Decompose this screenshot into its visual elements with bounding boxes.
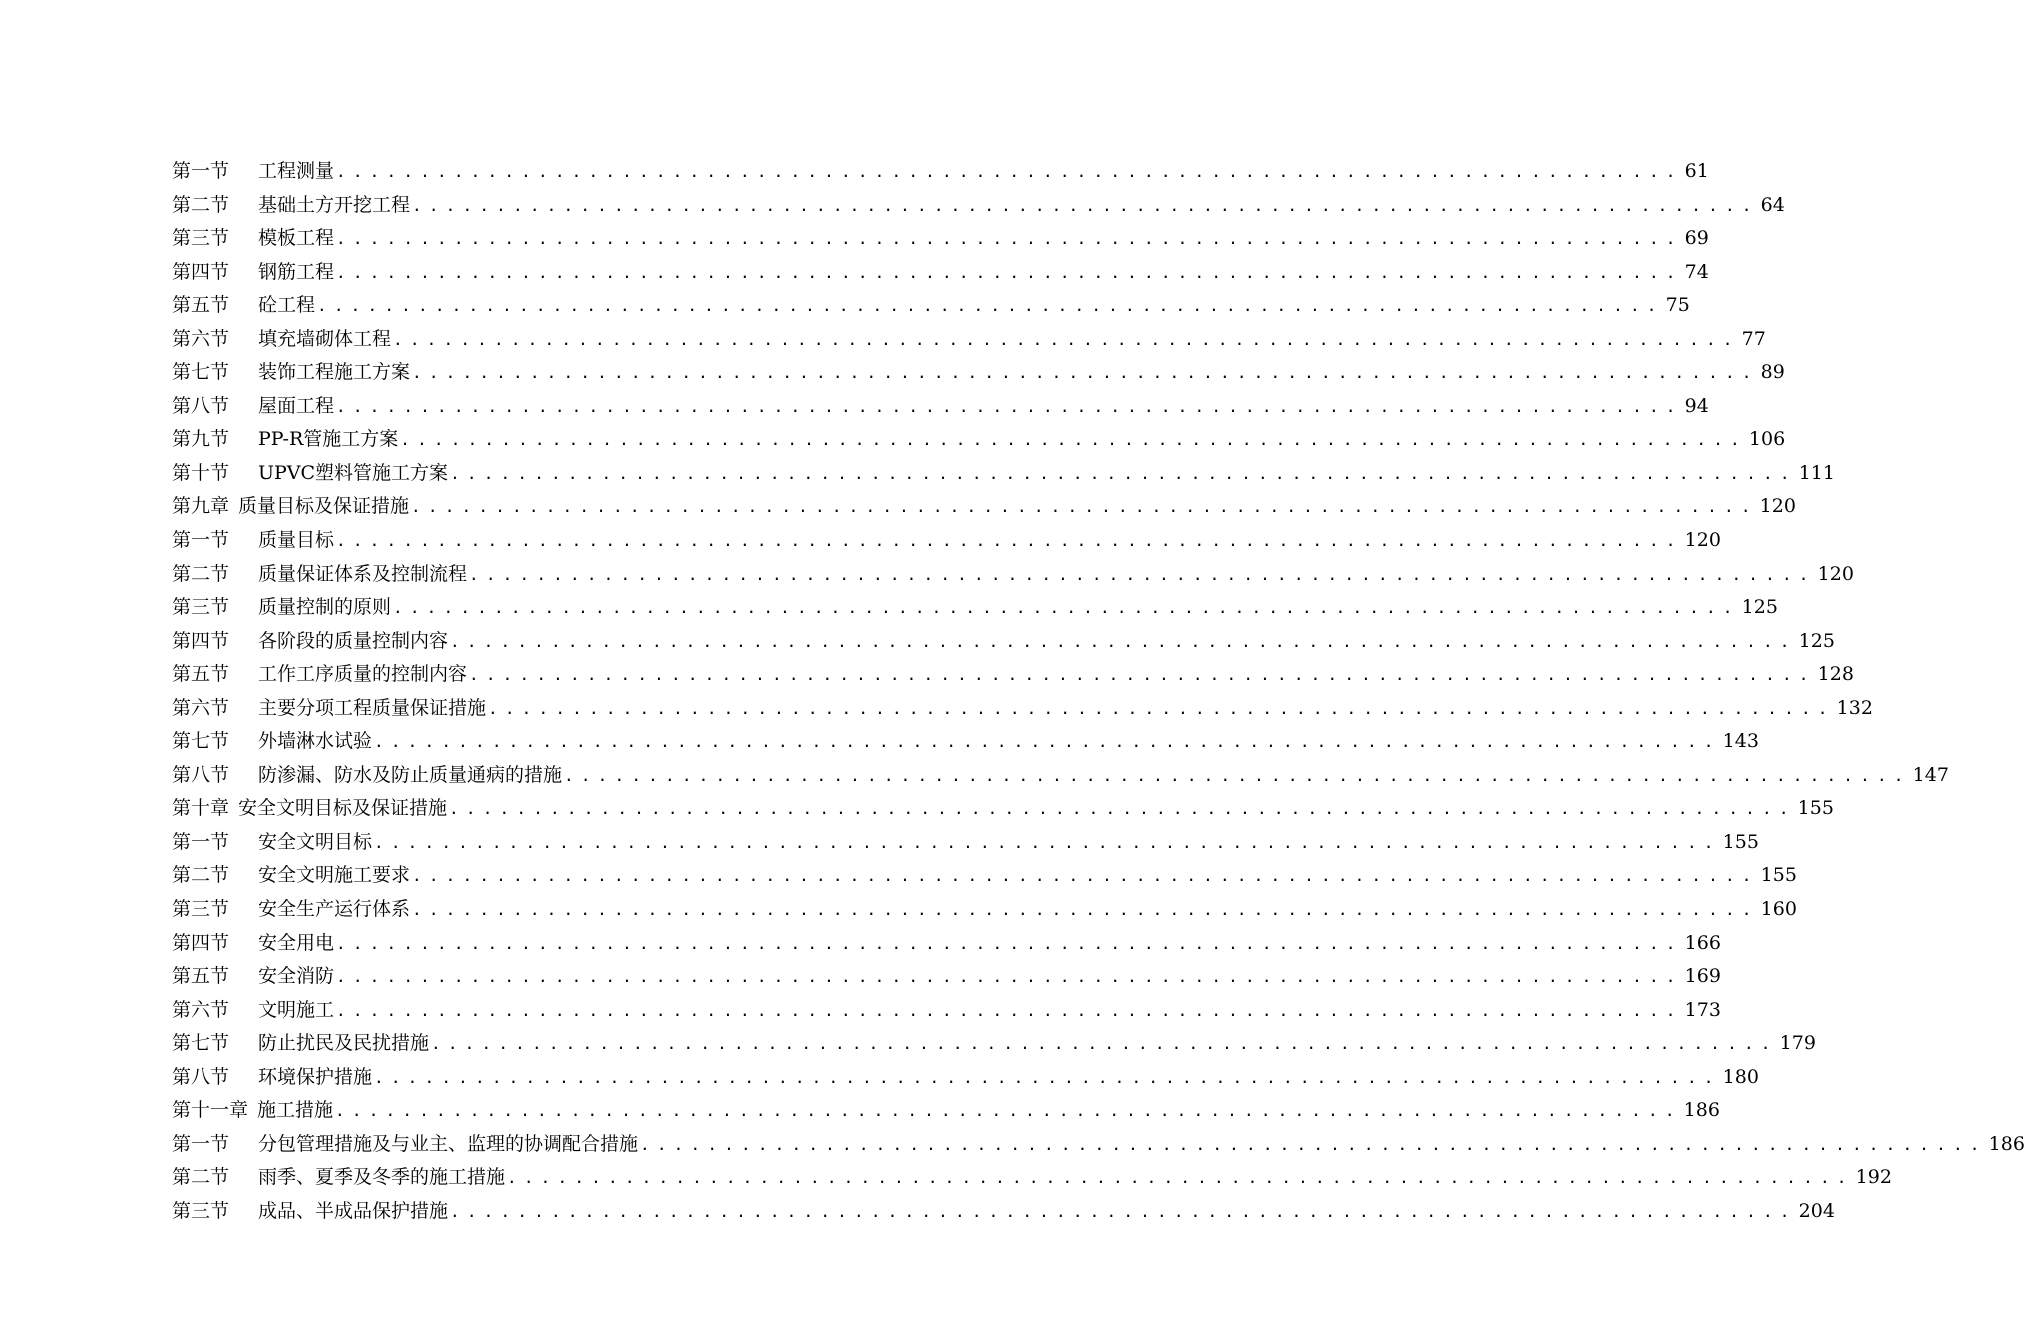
toc-entry-label: 第六节 — [172, 696, 230, 719]
toc-entry-label: 第一节 — [172, 529, 230, 552]
toc-entry-title: 雨季、夏季及冬季的施工措施 — [258, 1166, 506, 1189]
toc-entry-label: 第七节 — [172, 361, 230, 384]
toc-dot-leader: ................................................................................ — [336, 531, 1683, 551]
toc-section-entry[interactable] — [172, 625, 1835, 659]
toc-entry-title: 质量保证体系及控制流程 — [258, 562, 468, 585]
toc-entry-title: 安全消防 — [258, 965, 335, 988]
toc-entry-title: 安全用电 — [258, 931, 335, 954]
toc-section-entry[interactable] — [172, 658, 1854, 692]
toc-entry-title: 安全文明施工要求 — [258, 864, 411, 887]
toc-page-number: 179 — [1779, 1032, 1816, 1055]
toc-section-entry[interactable] — [172, 960, 1721, 994]
toc-page-number: 155 — [1760, 864, 1797, 887]
toc-section-entry[interactable] — [172, 1128, 2025, 1162]
toc-dot-leader: ................................................................................ — [412, 363, 1759, 383]
toc-entry-title: 质量控制的原则 — [258, 596, 392, 619]
toc-dot-leader: ................................................................................ — [431, 1034, 1778, 1054]
toc-section-entry[interactable] — [172, 859, 1797, 893]
toc-section-entry[interactable] — [172, 1061, 1759, 1095]
toc-section-entry[interactable] — [172, 356, 1785, 390]
toc-dot-leader: ................................................................................ — [336, 1000, 1683, 1020]
toc-entry-label: 第五节 — [172, 663, 230, 686]
toc-dot-leader: ................................................................................ — [374, 832, 1721, 852]
toc-entry-label: 第七节 — [172, 1032, 230, 1055]
toc-section-entry[interactable] — [172, 1027, 1816, 1061]
toc-entry-title: 环境保护措施 — [258, 1065, 373, 1088]
toc-entry-label: 第二节 — [172, 864, 230, 887]
toc-entry-title: 外墙淋水试验 — [258, 730, 373, 753]
toc-page-number: 125 — [1798, 629, 1835, 652]
toc-page-number: 120 — [1684, 529, 1721, 552]
toc-dot-leader: ................................................................................ — [412, 195, 1759, 215]
toc-page-number: 173 — [1684, 998, 1721, 1021]
toc-page-number: 204 — [1798, 1199, 1835, 1222]
toc-section-entry[interactable] — [172, 222, 1709, 256]
toc-page-number: 61 — [1684, 160, 1709, 182]
toc-entry-title: 基础土方开挖工程 — [258, 193, 411, 216]
toc-page-number: 132 — [1836, 696, 1873, 719]
toc-page-number: 169 — [1684, 965, 1721, 988]
toc-entry-label: 第九节 — [172, 428, 230, 451]
toc-page-number: 160 — [1760, 898, 1797, 921]
toc-dot-leader: ................................................................................ — [469, 564, 1816, 584]
toc-section-entry[interactable] — [172, 725, 1759, 759]
toc-page-number: 74 — [1684, 260, 1709, 283]
toc-entry-label: 第四节 — [172, 931, 230, 954]
toc-page-number: 69 — [1684, 227, 1709, 250]
toc-entry-title: 成品、半成品保护措施 — [258, 1199, 449, 1222]
toc-dot-leader: ................................................................................ — [507, 1168, 1854, 1188]
toc-chapter-entry[interactable] — [172, 792, 1834, 826]
toc-section-entry[interactable] — [172, 826, 1759, 860]
toc-dot-leader: ................................................................................ — [411, 497, 1758, 517]
toc-section-entry[interactable] — [172, 256, 1709, 290]
toc-entry-title: 填充墙砌体工程 — [258, 327, 392, 350]
toc-entry-label: 第三节 — [172, 898, 230, 921]
toc-page-number: 155 — [1797, 797, 1834, 820]
toc-entry-title: 质量目标 — [258, 529, 335, 552]
toc-dot-leader: ................................................................................ — [449, 799, 1796, 819]
toc-dot-leader: ................................................................................ — [640, 1134, 1987, 1154]
toc-dot-leader: ................................................................................ — [393, 598, 1740, 618]
toc-entry-title: 各阶段的质量控制内容 — [258, 629, 449, 652]
toc-page-number: 125 — [1741, 596, 1778, 619]
toc-page-number: 186 — [1683, 1099, 1720, 1122]
toc-entry-title: 分包管理措施及与业主、监理的协调配合措施 — [258, 1132, 639, 1155]
toc-entry-label: 第八节 — [172, 394, 230, 417]
toc-section-entry[interactable] — [172, 927, 1721, 961]
toc-entry-title: 施工措施 — [257, 1099, 334, 1122]
toc-section-entry[interactable] — [172, 155, 1709, 189]
toc-page-number: 64 — [1760, 193, 1785, 216]
toc-entry-label: 第三节 — [172, 596, 230, 619]
toc-chapter-entry[interactable] — [172, 490, 1796, 524]
toc-chapter-entry[interactable] — [172, 1094, 1720, 1128]
toc-dot-leader: ................................................................................ — [336, 262, 1683, 282]
toc-section-entry[interactable] — [172, 423, 1786, 457]
toc-entry-title: 安全文明目标及保证措施 — [238, 797, 448, 820]
toc-section-entry[interactable] — [172, 1161, 1892, 1195]
toc-page-number: 155 — [1722, 830, 1759, 853]
toc-section-entry[interactable] — [172, 1195, 1835, 1229]
toc-dot-leader: ................................................................................ — [374, 1067, 1721, 1087]
toc-dot-leader: ................................................................................ — [317, 296, 1664, 316]
toc-entry-label: 第五节 — [172, 965, 230, 988]
toc-section-entry[interactable] — [172, 893, 1797, 927]
toc-dot-leader: ................................................................................ — [564, 765, 1911, 785]
toc-entry-title: 质量目标及保证措施 — [238, 495, 410, 518]
toc-entry-label: 第三节 — [172, 227, 230, 250]
toc-entry-title: PP-R管施工方案 — [258, 428, 399, 451]
toc-page-number: 166 — [1684, 931, 1721, 954]
toc-section-entry[interactable] — [172, 189, 1785, 223]
toc-entry-label: 第二节 — [172, 193, 230, 216]
toc-section-entry[interactable] — [172, 558, 1854, 592]
toc-entry-label: 第八节 — [172, 763, 230, 786]
toc-entry-title: 模板工程 — [258, 227, 335, 250]
toc-dot-leader: ................................................................................ — [336, 967, 1683, 987]
toc-dot-leader: ................................................................................ — [336, 933, 1683, 953]
toc-page-number: 77 — [1741, 327, 1766, 350]
toc-section-entry[interactable] — [172, 390, 1709, 424]
toc-entry-label: 第七节 — [172, 730, 230, 753]
toc-entry-title: 工程测量 — [258, 160, 335, 182]
toc-entry-label: 第三节 — [172, 1199, 230, 1222]
toc-entry-label: 第十章 — [172, 797, 230, 820]
toc-page-number: 192 — [1855, 1166, 1892, 1189]
toc-section-entry[interactable] — [172, 457, 1835, 491]
toc-dot-leader: ................................................................................ — [400, 430, 1747, 450]
toc-section-entry[interactable] — [172, 524, 1721, 558]
toc-dot-leader: ................................................................................ — [336, 162, 1683, 181]
toc-dot-leader: ................................................................................ — [450, 463, 1797, 483]
toc-entry-title: 砼工程 — [258, 294, 316, 317]
toc-entry-label: 第二节 — [172, 1166, 230, 1189]
toc-page-number: 120 — [1817, 562, 1854, 585]
toc-page-number: 94 — [1684, 394, 1709, 417]
toc-entry-label: 第十节 — [172, 461, 230, 484]
toc-entry-title: 工作工序质量的控制内容 — [258, 663, 468, 686]
toc-entry-label: 第四节 — [172, 260, 230, 283]
toc-dot-leader: ................................................................................ — [393, 329, 1740, 349]
toc-entry-label: 第六节 — [172, 327, 230, 350]
toc-entry-title: 防渗漏、防水及防止质量通病的措施 — [258, 763, 563, 786]
toc-dot-leader: ................................................................................ — [450, 631, 1797, 651]
toc-section-entry[interactable] — [172, 289, 1690, 323]
toc-dot-leader: ................................................................................ — [450, 1201, 1797, 1221]
toc-entry-title: 文明施工 — [258, 998, 335, 1021]
toc-entry-label: 第一节 — [172, 1132, 230, 1155]
toc-entry-title: 钢筋工程 — [258, 260, 335, 283]
toc-section-entry[interactable] — [172, 591, 1778, 625]
toc-page-number: 147 — [1912, 763, 1949, 786]
toc-page-number: 120 — [1759, 495, 1796, 518]
toc-dot-leader: ................................................................................ — [335, 1101, 1682, 1121]
toc-page-number: 89 — [1760, 361, 1785, 384]
toc-entry-label: 第一节 — [172, 160, 230, 182]
toc-entry-label: 第一节 — [172, 830, 230, 853]
toc-section-entry[interactable] — [172, 759, 1949, 793]
toc-page-number: 106 — [1748, 428, 1786, 451]
toc-page-number: 186 — [1988, 1132, 2025, 1155]
toc-entry-label: 第六节 — [172, 998, 230, 1021]
toc-dot-leader: ................................................................................ — [412, 900, 1759, 920]
toc-entry-title: UPVC塑料管施工方案 — [258, 461, 449, 484]
toc-entry-title: 安全生产运行体系 — [258, 898, 411, 921]
toc-page-number: 75 — [1665, 294, 1690, 317]
toc-dot-leader: ................................................................................ — [336, 229, 1683, 249]
toc-section-entry[interactable] — [172, 692, 1873, 726]
toc-page-number: 180 — [1722, 1065, 1759, 1088]
toc-page-number: 143 — [1722, 730, 1759, 753]
toc-page-number: 111 — [1798, 461, 1835, 484]
toc-dot-leader: ................................................................................ — [412, 866, 1759, 886]
toc-entry-title: 主要分项工程质量保证措施 — [258, 696, 487, 719]
toc-dot-leader: ................................................................................ — [336, 396, 1683, 416]
toc-entry-label: 第四节 — [172, 629, 230, 652]
toc-page-number: 128 — [1817, 663, 1854, 686]
toc-entry-title: 安全文明目标 — [258, 830, 373, 853]
toc-entry-label: 第五节 — [172, 294, 230, 317]
toc-section-entry[interactable] — [172, 323, 1766, 357]
toc-entry-label: 第九章 — [172, 495, 230, 518]
table-of-contents — [172, 155, 2025, 1229]
toc-dot-leader: ................................................................................ — [374, 732, 1721, 752]
toc-dot-leader: ................................................................................ — [488, 698, 1835, 718]
toc-section-entry[interactable] — [172, 994, 1721, 1028]
toc-entry-title: 防止扰民及民扰措施 — [258, 1032, 430, 1055]
toc-entry-label: 第十一章 — [172, 1099, 249, 1122]
toc-entry-title: 屋面工程 — [258, 394, 335, 417]
toc-entry-title: 装饰工程施工方案 — [258, 361, 411, 384]
toc-entry-label: 第二节 — [172, 562, 230, 585]
toc-entry-label: 第八节 — [172, 1065, 230, 1088]
toc-dot-leader: ................................................................................ — [469, 665, 1816, 685]
